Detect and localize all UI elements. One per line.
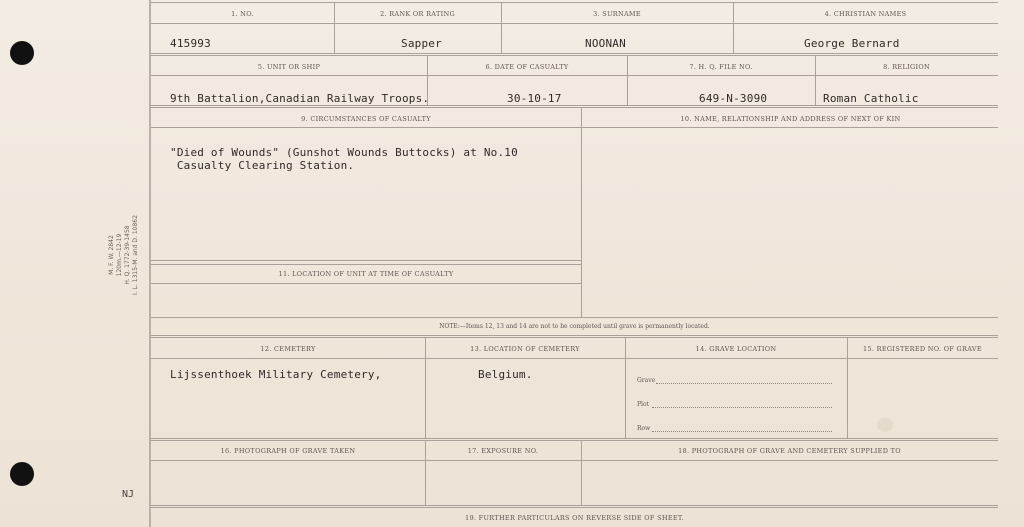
value-circumstances-line2: Casualty Clearing Station. — [170, 159, 355, 172]
label-photo-supplied: 18. PHOTOGRAPH OF GRAVE AND CEMETERY SUPPLIED TO — [678, 447, 901, 455]
value-date-casualty: 30-10-17 — [507, 92, 562, 105]
label-date-casualty: 6. DATE OF CASUALTY — [485, 63, 569, 71]
label-grave-location: 14. GRAVE LOCATION — [695, 345, 777, 353]
rule — [425, 338, 426, 439]
label-further: 19. FURTHER PARTICULARS ON REVERSE SIDE OF SHEET. — [465, 514, 684, 522]
side-print — [108, 210, 140, 300]
label-circumstances: 9. CIRCUMSTANCES OF CASUALTY — [301, 115, 431, 123]
rule — [151, 317, 998, 318]
label-unit: 5. UNIT OR SHIP — [257, 63, 321, 71]
value-unit: 9th Battalion,Canadian Railway Troops. — [170, 92, 430, 105]
rule — [151, 127, 998, 128]
grave-field-line — [656, 383, 832, 384]
value-hq-file: 649-N-3090 — [699, 92, 768, 105]
plot-field-label: Plot — [637, 401, 649, 408]
label-no: 1. NO. — [231, 10, 254, 18]
paper-stain — [877, 418, 893, 432]
value-location-cemetery: Belgium. — [478, 368, 533, 381]
value-circumstances-line1: "Died of Wounds" (Gunshot Wounds Buttocks) at No.10 — [170, 146, 518, 159]
rule — [151, 438, 998, 441]
value-cemetery: Lijssenthoek Military Cemetery, — [170, 368, 382, 381]
label-cemetery: 12. CEMETERY — [260, 345, 316, 353]
rule — [151, 2, 998, 3]
rule — [151, 75, 998, 76]
rule — [151, 335, 998, 338]
rule — [151, 460, 998, 461]
plot-field-line — [652, 407, 832, 408]
rule — [581, 108, 582, 317]
label-exposure: 17. EXPOSURE NO. — [467, 447, 539, 455]
rule — [151, 23, 998, 24]
side-print-line: H. Q. 1772-39-1458 — [124, 225, 131, 285]
value-surname: NOONAN — [585, 37, 626, 50]
row-field-line — [652, 431, 832, 432]
label-hq-file: 7. H. Q. FILE NO. — [689, 63, 753, 71]
value-rank: Sapper — [401, 37, 442, 50]
rule — [151, 53, 998, 56]
value-religion: Roman Catholic — [823, 92, 919, 105]
label-location-unit: 11. LOCATION OF UNIT AT TIME OF CASUALTY — [278, 270, 454, 278]
note: NOTE:—Items 12, 13 and 14 are not to be completed until grave is permanently located. — [439, 323, 710, 330]
rule — [847, 338, 848, 439]
label-christian-names: 4. CHRISTIAN NAMES — [824, 10, 907, 18]
grave-field-label: Grave — [637, 377, 656, 384]
label-registered-no: 15. REGISTERED NO. OF GRAVE — [863, 345, 982, 353]
label-religion: 8. RELIGION — [883, 63, 930, 71]
rule — [151, 358, 998, 359]
label-surname: 3. SURNAME — [593, 10, 641, 18]
rule — [151, 264, 581, 265]
rule — [151, 283, 581, 284]
rule — [625, 338, 626, 439]
side-print-line: I. L. 1315-M. and D. 10862 — [132, 215, 139, 295]
side-print-line: 120m.—12-19 — [116, 233, 123, 277]
label-rank: 2. RANK OR RATING — [380, 10, 455, 18]
value-no: 415993 — [170, 37, 211, 50]
punch-hole-bottom — [10, 462, 34, 486]
row-field-label: Row — [637, 425, 651, 432]
rule — [151, 260, 581, 261]
label-location-cemetery: 13. LOCATION OF CEMETERY — [470, 345, 580, 353]
value-christian-names: George Bernard — [804, 37, 900, 50]
label-photo-taken: 16. PHOTOGRAPH OF GRAVE TAKEN — [220, 447, 356, 455]
rule — [151, 505, 998, 508]
rule — [151, 105, 998, 108]
label-next-of-kin: 10. NAME, RELATIONSHIP AND ADDRESS OF NEXT OF KIN — [680, 115, 901, 123]
punch-hole-top — [10, 41, 34, 65]
corner-mark: NJ — [122, 489, 135, 500]
side-print-line: M. F. W. 2842 — [108, 235, 115, 275]
